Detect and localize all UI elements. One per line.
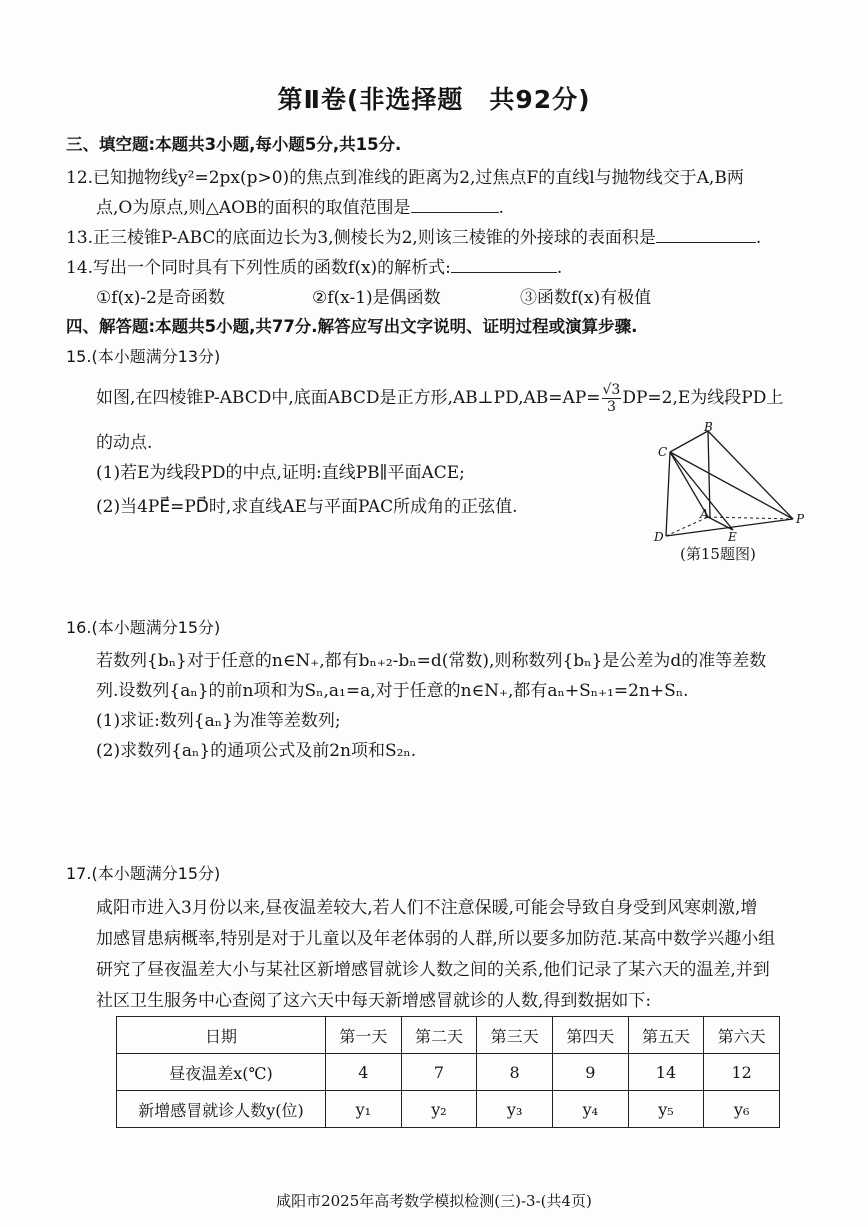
fraction-denominator: 3 xyxy=(606,399,616,415)
label-C: C xyxy=(658,445,668,459)
label-B: B xyxy=(704,422,713,434)
table-cell: 第四天 xyxy=(552,1017,628,1054)
table-cell: 昼夜温差x(℃) xyxy=(117,1054,326,1091)
section4-heading: 四、解答题:本题共5小题,共77分.解答应写出文字说明、证明过程或演算步骤. xyxy=(66,317,638,336)
data-table xyxy=(116,1016,780,1128)
q16-line2: 列.设数列{aₙ}的前n项和为Sₙ,a₁=a,对于任意的n∈N₊,都有aₙ+Sₙ₊₁=2n+Sₙ. xyxy=(96,681,689,701)
q15-part1: (1)若E为线段PD的中点,证明:直线PB∥平面ACE; xyxy=(96,463,465,483)
table-cell: y₂ xyxy=(401,1091,477,1128)
table-cell: 第六天 xyxy=(704,1017,780,1054)
pyramid-figure xyxy=(648,422,823,542)
q17-header: 17.(本小题满分15分) xyxy=(66,864,221,883)
q15-line1-start: 如图,在四棱锥P-ABCD中,底面ABCD是正方形,AB⊥PD,AB=AP= xyxy=(96,388,601,408)
q17-line3: 研究了昼夜温差大小与某社区新增感冒就诊人数之间的关系,他们记录了某六天的温差,并到 xyxy=(96,960,770,980)
table-row xyxy=(117,1091,780,1128)
label-E: E xyxy=(728,530,737,542)
table-cell: 8 xyxy=(477,1054,553,1091)
period: . xyxy=(755,228,762,248)
q14-option-1: ①f(x)-2是奇函数 xyxy=(96,288,225,308)
table-cell: 日期 xyxy=(117,1017,326,1054)
q14 xyxy=(66,253,562,278)
q15-line1 xyxy=(96,382,783,415)
table-cell: 12 xyxy=(704,1054,780,1091)
answer-blank xyxy=(656,228,756,243)
q16-line1: 若数列{bₙ}对于任意的n∈N₊,都有bₙ₊₂-bₙ=d(常数),则称数列{bₙ}是公差为d的准等差数 xyxy=(96,651,767,671)
q15-line2: 的动点. xyxy=(96,433,153,453)
q14-text: 14.写出一个同时具有下列性质的函数f(x)的解析式: xyxy=(66,258,451,278)
fraction xyxy=(602,382,622,415)
table-cell: y₄ xyxy=(552,1091,628,1128)
q13 xyxy=(66,223,761,248)
table-cell: 第一天 xyxy=(326,1017,402,1054)
q16-header: 16.(本小题满分15分) xyxy=(66,618,221,637)
q15-part2: (2)当4PE⃗=PD⃗时,求直线AE与平面PAC所成角的正弦值. xyxy=(96,497,518,517)
edge-CB xyxy=(670,431,708,452)
edge-CD xyxy=(666,452,670,536)
q15-line1-end: DP=2,E为线段PD上 xyxy=(622,388,784,408)
edge-AP-dashed xyxy=(708,517,793,519)
table-cell: 第三天 xyxy=(477,1017,553,1054)
q17-line1: 咸阳市进入3月份以来,昼夜温差较大,若人们不注意保暖,可能会导致自身受到风寒刺激,增 xyxy=(96,898,758,918)
q13-text: 13.正三棱锥P-ABC的底面边长为3,侧棱长为2,则该三棱锥的外接球的表面积是 xyxy=(66,228,656,248)
label-A: A xyxy=(700,507,709,521)
table-cell: y₆ xyxy=(704,1091,780,1128)
q17-line2: 加感冒患病概率,特别是对于儿童以及年老体弱的人群,所以要多加防范.某高中数学兴趣小组 xyxy=(96,929,776,949)
table-cell: y₁ xyxy=(326,1091,402,1128)
answer-blank xyxy=(451,258,557,273)
fraction-numerator: √3 xyxy=(602,382,621,398)
q17-line4: 社区卫生服务中心查阅了这六天中每天新增感冒就诊的人数,得到数据如下: xyxy=(96,991,652,1011)
page-title: 第Ⅱ卷(非选择题 共92分) xyxy=(277,85,591,114)
figure-caption: (第15题图) xyxy=(680,545,756,563)
q16-part2: (2)求数列{aₙ}的通项公式及前2n项和S₂ₙ. xyxy=(96,741,417,761)
q12-text: 点,O为原点,则△AOB的面积的取值范围是 xyxy=(96,198,411,218)
q14-option-3: ③函数f(x)有极值 xyxy=(520,288,652,308)
section3-heading: 三、填空题:本题共3小题,每小题5分,共15分. xyxy=(66,135,402,154)
edge-BP xyxy=(708,431,793,519)
answer-blank xyxy=(411,198,499,213)
table-cell: y₃ xyxy=(477,1091,553,1128)
label-D: D xyxy=(654,530,664,542)
q16-part1: (1)求证:数列{aₙ}为准等差数列; xyxy=(96,711,341,731)
table-cell: 4 xyxy=(326,1054,402,1091)
edge-CP xyxy=(670,452,793,519)
table-cell: 第五天 xyxy=(628,1017,704,1054)
table-cell: 9 xyxy=(552,1054,628,1091)
q15-header: 15.(本小题满分13分) xyxy=(66,347,221,366)
page-footer: 咸阳市2025年高考数学模拟检测(三)-3-(共4页) xyxy=(276,1192,592,1210)
table-row xyxy=(117,1054,780,1091)
table-cell: 7 xyxy=(401,1054,477,1091)
table-cell: y₅ xyxy=(628,1091,704,1128)
q14-option-2: ②f(x-1)是偶函数 xyxy=(312,288,441,308)
label-P: P xyxy=(796,512,805,526)
q12-line2 xyxy=(96,193,504,218)
table-cell: 第二天 xyxy=(401,1017,477,1054)
period: . xyxy=(556,258,563,278)
period: . xyxy=(498,198,504,218)
table-cell: 新增感冒就诊人数y(位) xyxy=(117,1091,326,1128)
table-header-row xyxy=(117,1017,780,1054)
q12-line1: 12.已知抛物线y²=2px(p>0)的焦点到准线的距离为2,过焦点F的直线l与抛物线交于A,B两 xyxy=(66,168,744,188)
table-cell: 14 xyxy=(628,1054,704,1091)
